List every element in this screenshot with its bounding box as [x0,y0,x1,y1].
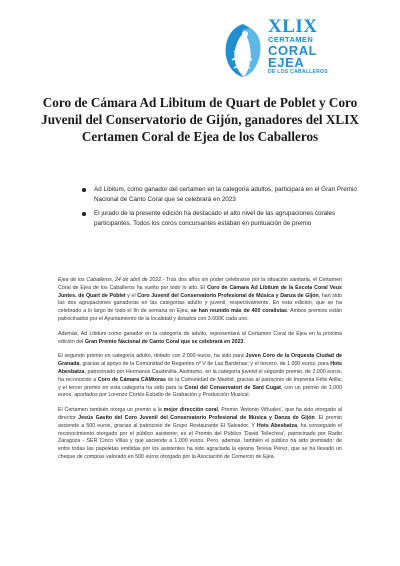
highlight-item: Ad Libitum, como ganador del certamen en la categoría adultos, participará en el Gran Premio Nacional de Canto Coral que se celebrará en 2023 [94,185,366,205]
page-title: Coro de Cámara Ad Libitum de Quart de Poblet y Coro Juvenil del Conservatorio de Gijón, ganadores del XLIX Certamen Coral de Ejea de los Caballeros [41,95,359,144]
paragraph-intro: Ejea de los Caballeros, 24 de abril de 2022.- Tras dos años sin poder celebrarse por la situación sanitaria, el Certamen Coral de Ejea de los Caballeros ha vuelto por todo lo alto. El Coro de Cámara Ad Libitum de la Escola Coral Veus Juntes, de Quart de Poblet y el Coro Juvenil del Conservatorio Profesional de Música y Danza de Gijón, han sido las dos agrupaciones ganadoras en las categorías adulto y juvenil, respectivamente. En esta edición, que se ha celebrado a lo largo de todo el fin de semana en Ejea, se han reunido más de 400 coralistas. Ambos premios están patrocinados por el Ayuntamiento de la localidad y dotados con 3.000€ cada uno. [58,277,343,322]
highlights-list [94,185,366,233]
paragraph-prizes: El segundo premio en categoría adulto, dotado con 2.000 euros, ha sido para Joven Coro de la Orquesta Ciudad de Granada, gracias al apoyo de la Comunidad de Regantes nº V de Las Bardenas; y el tercero, de 1.000 euros, para Hots Abesbatza, patrocinado por Hermanos Caudevilla. Asimismo, en la categoría juvenil el segundo premio, de 2.000 euros, ha reconocido a Coro de Cámara CAMtoras de la Comunidad de Madrid, gracias al patrocinio de Imprenta Félix Arilla; y el tercer premio en esta categoría ha sido para la Coral del Conservatori de Sant Cugat, con un premio de 1.000 euros, aportados por Lorenzo Cortés Estudio de Grabación y Producción Musical. [58,353,343,399]
article-body [58,277,342,469]
logo-numeral: XLIX [268,16,318,37]
dateline: Ejea de los Caballeros, 24 de abril de 2022.- [58,277,165,283]
highlight-item: El jurado de la presente edición ha destacado el alto nivel de las agrupaciones corales participantes. Todos los coros concursantes estaban en puntuación de premio [94,209,366,229]
logo-line-certamen: CERTAMEN [268,35,314,44]
choir-figure-icon [220,22,266,78]
paragraph-gran-premio: Además, Ad Libitum como ganador en la categoría de adulto, representará al Certamen Coral de Ejea en la próxima edición del Gran Premio Nacional de Canto Coral que se celebrará en 2023. [58,330,342,345]
logo-line-caballeros: DE LOS CABALLEROS [268,69,328,75]
logo-line-coral: CORAL [268,43,318,58]
logo-line-ejea: EJEA [268,55,305,70]
logo-wordmark [268,18,338,76]
certamen-logo [220,18,338,78]
paragraph-direction-award: El Certamen también otorga un premio a la mejor dirección coral, Premio 'Antonio Viñuales', que ha sido otorgado al director Jesús Gavito del Coro Juvenil del Conservatorio Profesional de Música y Danza de Gijón. El premio asciende a 500 euros, gracias al patrocinio de Grupo Restaurante El Salvador. Y Hots Abesbatza, ha conseguido el reconocimiento otorgado por el público asistente; es el Premio del Público 'David Tellechea', patrocinado por Radio Zaragoza - SER Cinco Villas y que asciende a 1.000 euros. Pero, además, también el público ha sido premiado: de entre todas las papeletas emitidas por los asistentes ha sido agraciada la ejeana Teresa Pérez, que se ha llevado un cheque de compras valorado en 500 euros otorgado por la Asociación de Comercio de Ejea. [58,407,342,460]
